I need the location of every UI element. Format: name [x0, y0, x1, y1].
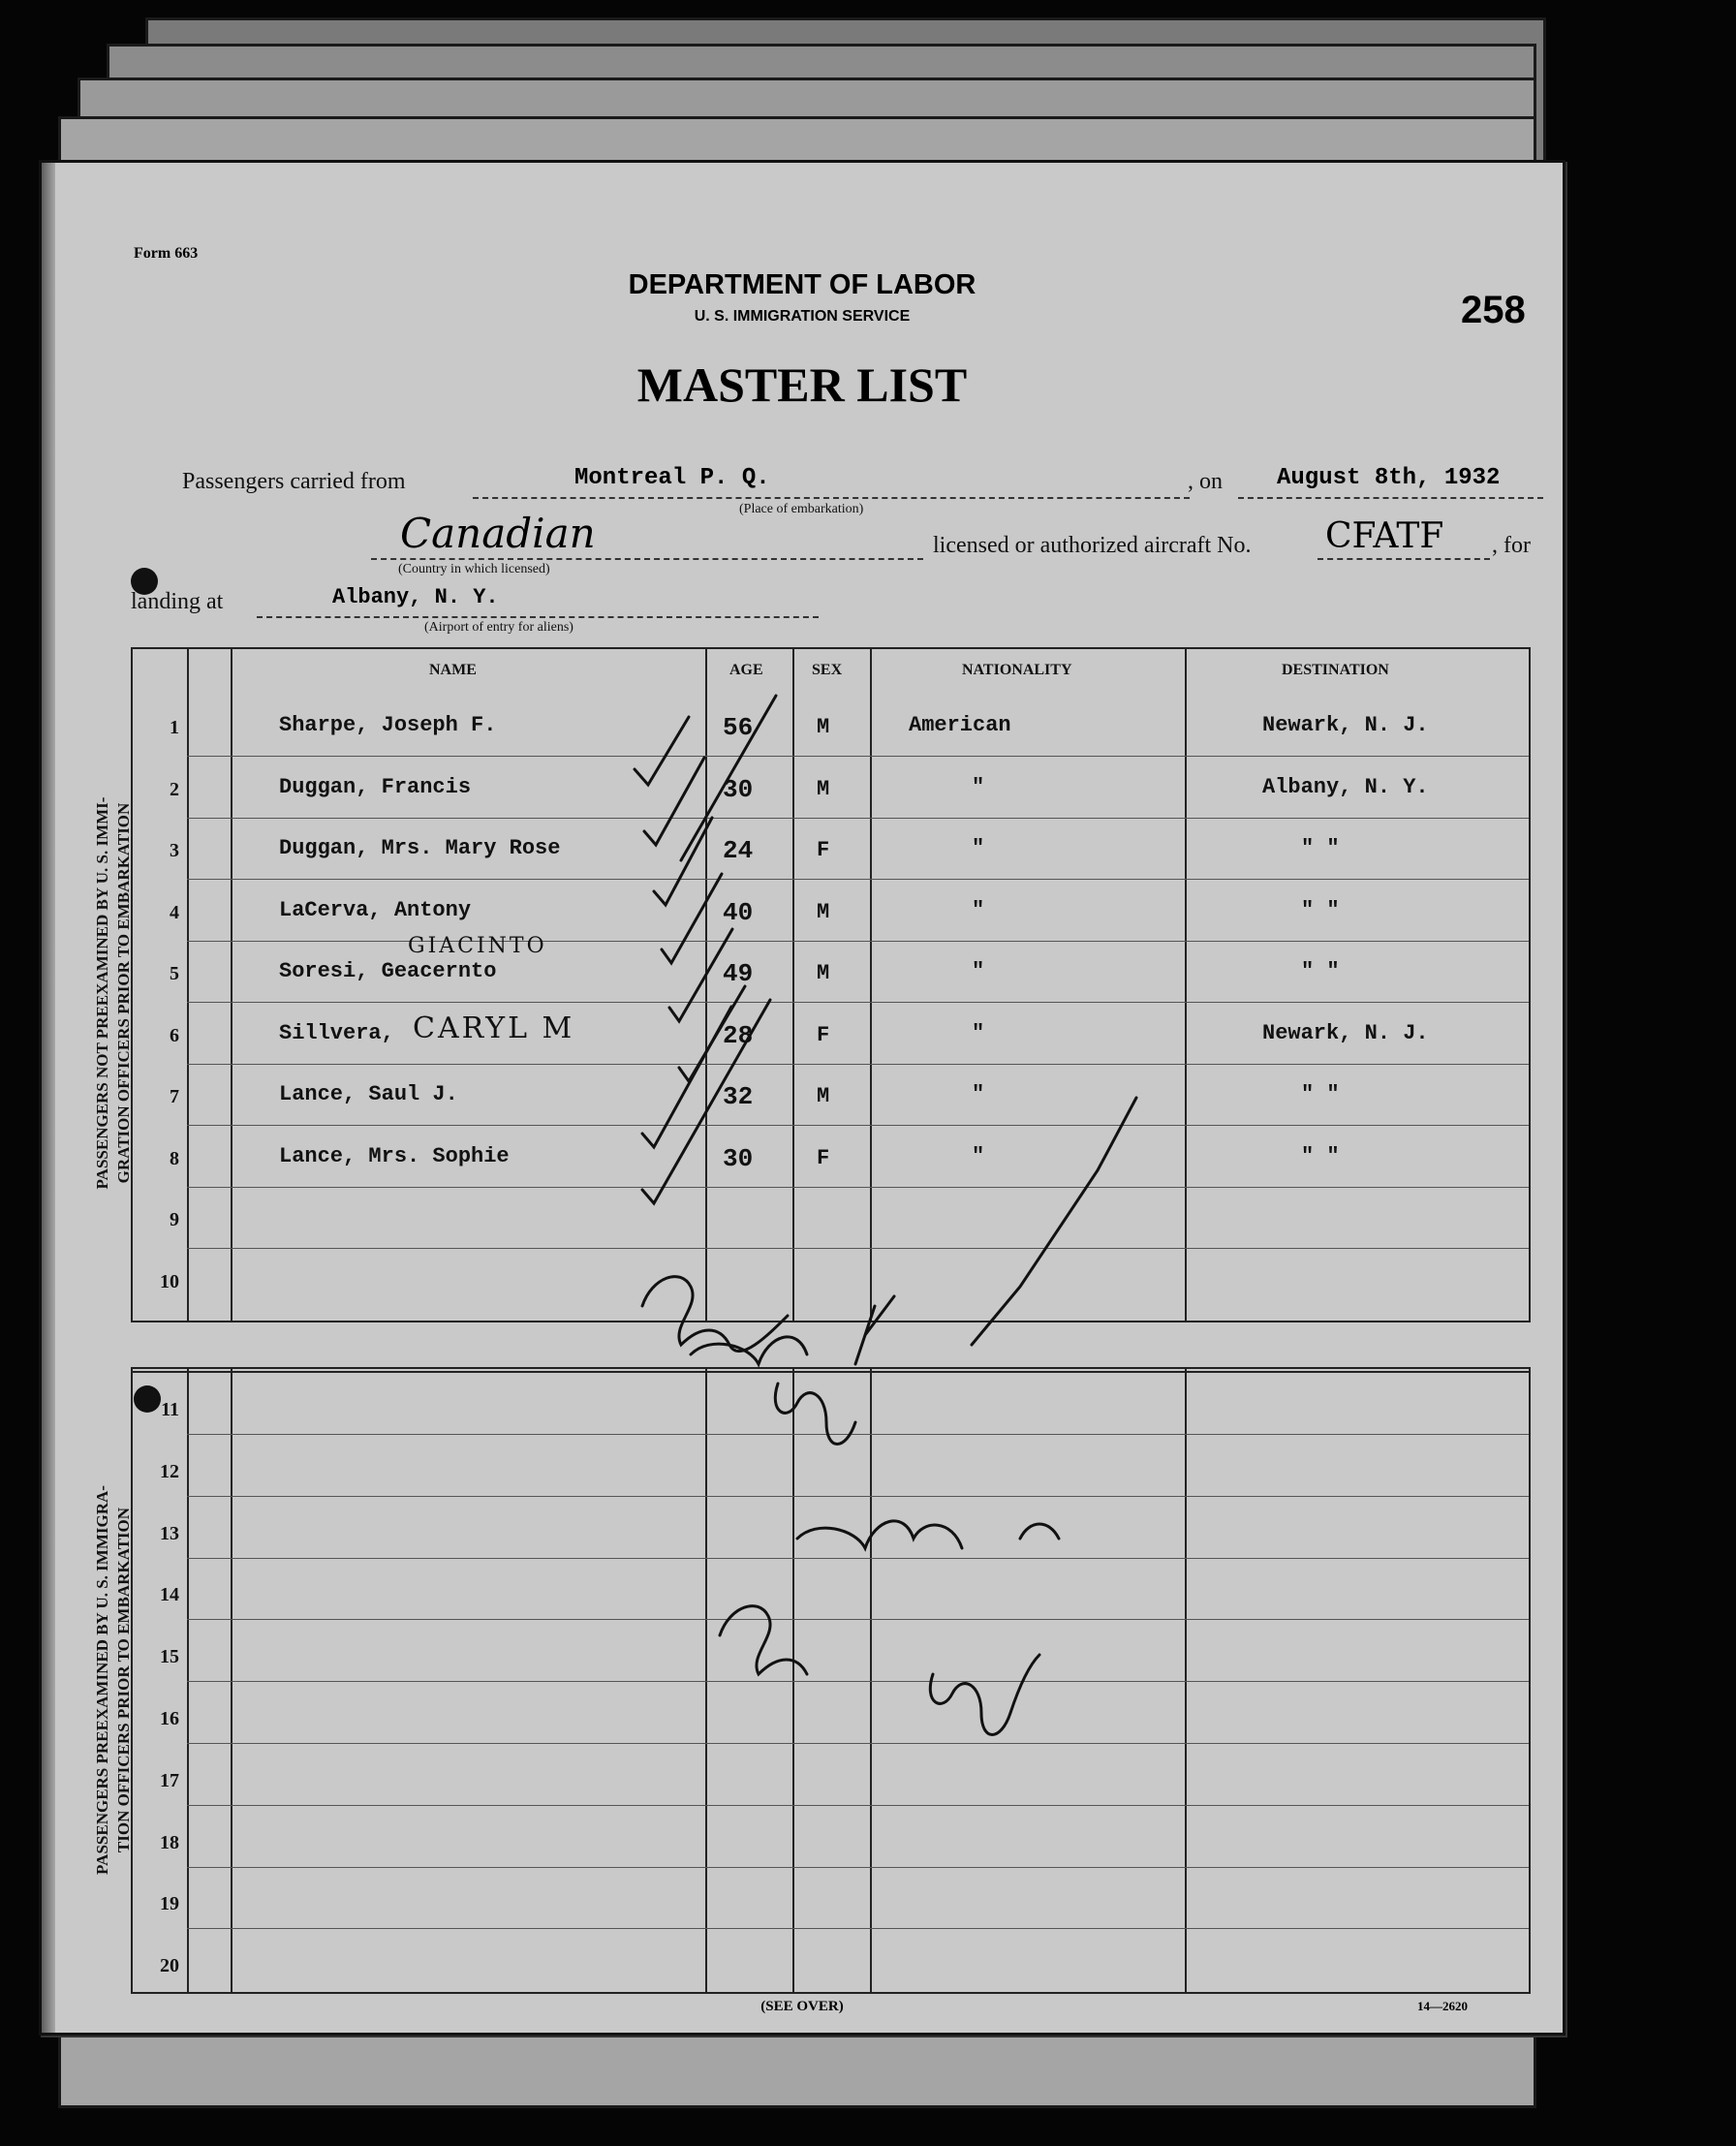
section2-label-line1: PASSENGERS PREEXAMINED BY U. S. IMMIGRA- — [93, 1485, 111, 1875]
master-list-page — [39, 160, 1566, 2036]
row-number: 3 — [170, 840, 179, 861]
cell-age: 40 — [723, 898, 754, 927]
header-destination: DESTINATION — [1282, 662, 1389, 678]
header-name: NAME — [429, 662, 477, 678]
cell-nationality: " — [972, 959, 985, 983]
row-number: 16 — [160, 1708, 179, 1729]
page-number: 258 — [1461, 289, 1526, 331]
see-over-note: (SEE OVER) — [760, 1999, 844, 2014]
service-title: U. S. IMMIGRATION SERVICE — [694, 308, 911, 325]
check-mark — [635, 717, 689, 785]
section1-label-line2: GRATION OFFICERS PRIOR TO EMBARKATION — [114, 802, 133, 1184]
form-number: Form 663 — [134, 245, 199, 262]
landing-value: Albany, N. Y. — [332, 585, 499, 609]
cell-name-handwritten: GIACINTO — [408, 934, 547, 958]
cell-destination: " " — [1301, 959, 1340, 983]
signature-stroke — [972, 1098, 1136, 1345]
department-title: DEPARTMENT OF LABOR — [628, 269, 976, 300]
cell-nationality: " — [972, 1144, 985, 1168]
country-caption: (Country in which licensed) — [398, 562, 550, 576]
cell-sex: M — [817, 900, 830, 924]
cell-age: 32 — [723, 1082, 754, 1111]
cell-name: Sharpe, Joseph F. — [279, 713, 497, 737]
signature-stroke — [1020, 1524, 1059, 1539]
row-number: 17 — [160, 1770, 179, 1791]
row-number: 7 — [170, 1086, 179, 1107]
cell-nationality: American — [909, 713, 1011, 737]
row-number: 2 — [170, 779, 179, 800]
print-code: 14—2620 — [1417, 1999, 1468, 2013]
row-number: 10 — [160, 1271, 179, 1292]
cell-age: 56 — [723, 713, 754, 742]
cell-age: 49 — [723, 959, 754, 988]
cell-name: Lance, Mrs. Sophie — [279, 1144, 510, 1168]
carried-from-label: Passengers carried from — [182, 469, 406, 494]
long-check-stroke — [681, 696, 776, 860]
landing-label: landing at — [131, 589, 224, 614]
signature-stroke — [642, 1277, 788, 1352]
cell-destination: " " — [1301, 1144, 1340, 1168]
cell-name: LaCerva, Antony — [279, 898, 472, 922]
signature-stroke — [855, 1296, 894, 1364]
row-number: 19 — [160, 1893, 179, 1914]
cell-destination: Albany, N. Y. — [1262, 775, 1429, 799]
row-number: 18 — [160, 1832, 179, 1853]
cell-sex: F — [817, 1023, 830, 1047]
cell-destination: " " — [1301, 836, 1340, 860]
row-number: 9 — [170, 1209, 179, 1230]
check-mark — [644, 758, 704, 845]
check-mark — [662, 874, 722, 963]
row-number: 1 — [170, 717, 179, 738]
signature-stroke — [775, 1384, 855, 1445]
cell-nationality: " — [972, 1082, 985, 1106]
cell-name: Soresi, Geacernto — [279, 959, 497, 983]
check-mark — [669, 929, 732, 1021]
cell-destination: Newark, N. J. — [1262, 713, 1429, 737]
cell-nationality: " — [972, 898, 985, 922]
row-number: 6 — [170, 1025, 179, 1046]
cell-name: Duggan, Francis — [279, 775, 472, 799]
row-number: 12 — [160, 1461, 179, 1482]
inspection-marks — [42, 163, 1563, 2033]
for-label: , for — [1492, 533, 1531, 558]
header-sex: SEX — [812, 662, 843, 678]
signature-stroke — [720, 1606, 807, 1674]
cell-age: 30 — [723, 1144, 754, 1173]
cell-nationality: " — [972, 775, 985, 799]
cell-destination: Newark, N. J. — [1262, 1021, 1429, 1045]
carried-from-caption: (Place of embarkation) — [739, 502, 864, 516]
check-mark — [679, 986, 745, 1081]
cell-nationality: " — [972, 836, 985, 860]
page-title: MASTER LIST — [636, 358, 968, 412]
row-number: 15 — [160, 1646, 179, 1667]
cell-sex: M — [817, 961, 830, 985]
header-nationality: NATIONALITY — [962, 662, 1072, 678]
aircraft-value: CFATF — [1325, 516, 1444, 556]
section1-label-line1: PASSENGERS NOT PREEXAMINED BY U. S. IMMI- — [93, 796, 111, 1190]
date-value: August 8th, 1932 — [1277, 465, 1501, 491]
signature-stroke — [797, 1521, 962, 1548]
carried-from-value: Montreal P. Q. — [574, 465, 770, 491]
cell-name: Duggan, Mrs. Mary Rose — [279, 836, 561, 860]
row-number: 8 — [170, 1148, 179, 1169]
cell-name-handwritten: CARYL M — [413, 1011, 575, 1045]
row-number: 11 — [161, 1399, 179, 1420]
cell-sex: M — [817, 715, 830, 739]
row-number: 14 — [160, 1584, 179, 1605]
cell-name: Lance, Saul J. — [279, 1082, 458, 1106]
row-number: 5 — [170, 963, 179, 984]
country-value: Canadian — [400, 510, 596, 557]
check-mark — [642, 1000, 770, 1203]
cell-nationality: " — [972, 1021, 985, 1045]
row-number: 13 — [160, 1523, 179, 1544]
cell-age: 30 — [723, 775, 754, 804]
cell-sex: M — [817, 1084, 830, 1108]
cell-destination: " " — [1301, 1082, 1340, 1106]
cell-age: 24 — [723, 836, 754, 865]
on-label: , on — [1188, 469, 1223, 494]
cell-sex: F — [817, 1146, 830, 1170]
signature-stroke — [930, 1655, 1039, 1735]
cell-sex: M — [817, 777, 830, 801]
section2-label-line2: TION OFFICERS PRIOR TO EMBARKATION — [114, 1507, 133, 1853]
aircraft-label: licensed or authorized aircraft No. — [933, 533, 1252, 558]
landing-caption: (Airport of entry for aliens) — [424, 620, 574, 635]
cell-name: Sillvera, — [279, 1021, 394, 1045]
row-number: 4 — [170, 902, 179, 923]
cell-destination: " " — [1301, 898, 1340, 922]
header-age: AGE — [729, 662, 763, 678]
row-number: 20 — [160, 1955, 179, 1976]
signature-stroke — [691, 1337, 807, 1364]
cell-sex: F — [817, 838, 830, 862]
cell-age: 28 — [723, 1021, 754, 1050]
